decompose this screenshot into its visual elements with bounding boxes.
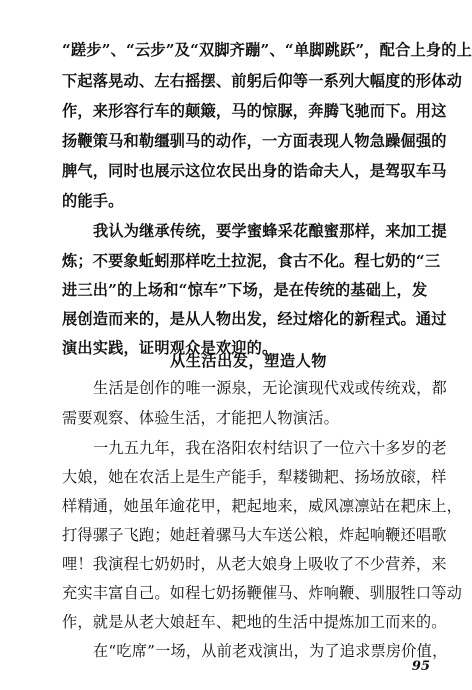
text-line: 生活是创作的唯一源泉，无论演现代戏或传统戏，都 xyxy=(93,379,447,397)
text-line: 样精通，她虽年逾花甲，耙起地来，威风凛凛站在耙床上， xyxy=(62,497,463,515)
text-line: 扬鞭策马和勒缰驯马的动作，一方面表现人物急躁倔强的 xyxy=(62,132,447,150)
text-line: 下起落晃动、左右摇摆、前躬后仰等一系列大幅度的形体动 xyxy=(62,72,463,90)
text-line: 脾气，同时也展示这位农民出身的诰命夫人，是驾驭车马 xyxy=(62,162,447,180)
text-line: “蹉步”、“云步”及“双脚齐蹦”、“单脚跳跃”，配合上身的上 xyxy=(62,41,472,59)
text-line: 需要观察、体验生活，才能把人物演活。 xyxy=(62,409,339,427)
text-line: 哩！我演程七奶奶时，从老大娘身上吸收了不少营养，来 xyxy=(62,555,447,573)
section-heading: 从生活出发，塑造人物 xyxy=(170,352,327,370)
text-line: 进三出”的上场和“惊车”下场，是在传统的基础上，发 xyxy=(62,281,428,299)
text-line: 的能手。 xyxy=(62,192,124,210)
text-line: 演出实践，证明观众是欢迎的。 xyxy=(62,339,278,357)
text-line: 炼；不要象蚯蚓那样吃土拉泥，食古不化。程七奶的“三 xyxy=(62,252,441,270)
text-line: 作，就是从老大娘赶车、耙地的生活中提炼加工而来的。 xyxy=(62,613,447,631)
text-line: 充实丰富自己。如程七奶扬鞭催马、炸响鞭、驯服牲口等动 xyxy=(62,584,463,602)
text-line: 打得骡子飞跑；她赶着骡马大车送公粮，炸起响鞭还唱歌 xyxy=(62,526,447,544)
text-line: 一九五九年，我在洛阳农村结识了一位六十多岁的老 xyxy=(93,439,447,457)
text-line: 我认为继承传统，要学蜜蜂采花酿蜜那样，来加工提 xyxy=(93,222,447,240)
text-line: 作，来形容行车的颠簸，马的惊脲，奔腾飞驰而下。用这 xyxy=(62,102,447,120)
page-number: 95 xyxy=(411,659,430,674)
text-line: 在“吃席”一场，从前老戏演出，为了追求票房价值， xyxy=(93,642,448,660)
text-line: 展创造而来的，是从人物出发，经过熔化的新程式。通过 xyxy=(62,310,447,328)
text-line: 大娘，她在农活上是生产能手，犁耧锄耙、扬场放磙，样 xyxy=(62,468,447,486)
